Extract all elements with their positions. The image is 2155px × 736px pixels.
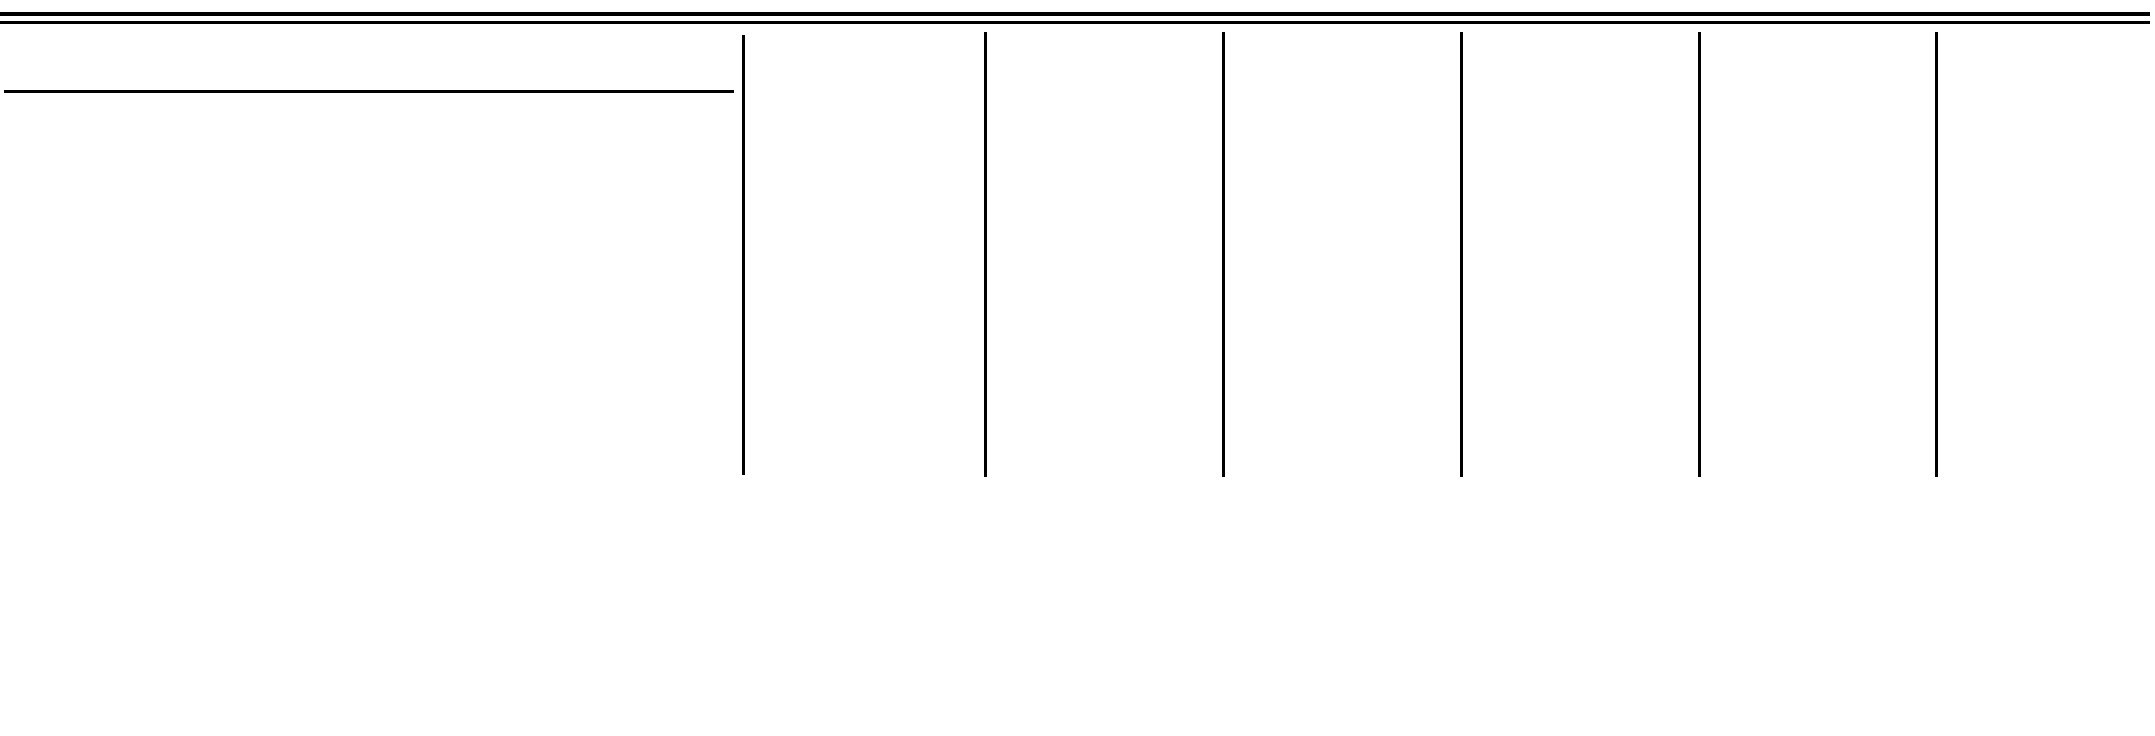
- column-divider: [742, 35, 745, 475]
- column-divider: [1935, 32, 1938, 477]
- top-rule-1: [0, 12, 2150, 16]
- column-divider: [1222, 32, 1225, 477]
- header-underline: [4, 90, 734, 93]
- column-divider: [1460, 32, 1463, 477]
- column-divider: [984, 32, 987, 477]
- column-divider: [1698, 32, 1701, 477]
- top-rule-2: [0, 21, 2150, 24]
